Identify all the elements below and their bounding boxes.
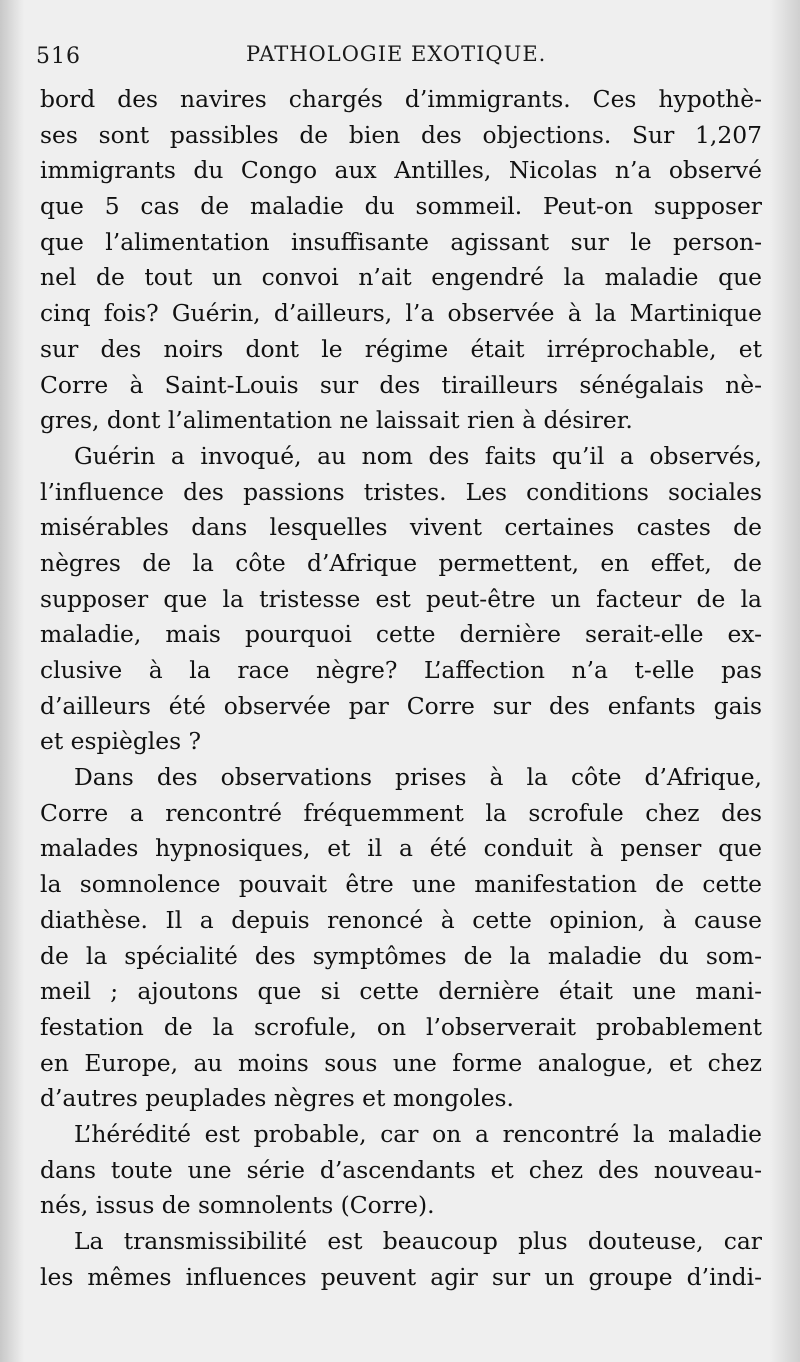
text-line: cinq fois? Guérin, d’ailleurs, l’a observée à la Martinique xyxy=(40,299,762,328)
paragraph-2 xyxy=(40,439,762,760)
text-line: Corre a rencontré fréquemment la scrofule chez des xyxy=(40,798,762,827)
text-line: d’autres peuplades nègres et mongoles. xyxy=(40,1084,514,1113)
page-header xyxy=(36,40,766,74)
text-line: L’hérédité est probable, car on a rencontré la maladie xyxy=(74,1119,762,1148)
text-line: diathèse. Il a depuis renoncé à cette opinion, à cause xyxy=(40,905,762,934)
paragraph-4 xyxy=(40,1117,762,1224)
text-line: dans toute une série d’ascendants et chez des nouveau- xyxy=(40,1155,762,1184)
text-line: Dans des observations prises à la côte d’Afrique, xyxy=(74,763,762,792)
text-line: de la spécialité des symptômes de la maladie du som- xyxy=(40,941,762,970)
text-line: gres, dont l’alimentation ne laissait rien à désirer. xyxy=(40,406,633,435)
text-line: maladie, mais pourquoi cette dernière serait-elle ex- xyxy=(40,620,762,649)
text-line: nel de tout un convoi n’ait engendré la maladie que xyxy=(40,263,762,292)
text-line: les mêmes influences peuvent agir sur un groupe d’indi- xyxy=(40,1262,762,1291)
text-line: que 5 cas de maladie du sommeil. Peut-on supposer xyxy=(40,192,762,221)
text-line: misérables dans lesquelles vivent certaines castes de xyxy=(40,513,762,542)
text-line: nés, issus de somnolents (Corre). xyxy=(40,1191,435,1220)
text-line: d’ailleurs été observée par Corre sur des enfants gais xyxy=(40,691,762,720)
text-line: La transmissibilité est beaucoup plus douteuse, car xyxy=(74,1227,762,1255)
text-line: Guérin a invoqué, au nom des faits qu’il a observés, xyxy=(74,441,762,470)
text-line: ses sont passibles de bien des objections. Sur 1,207 xyxy=(40,120,762,149)
text-line: meil ; ajoutons que si cette dernière était une mani- xyxy=(40,977,762,1006)
text-line: supposer que la tristesse est peut-être un facteur de la xyxy=(40,584,762,613)
page-shadow-left xyxy=(0,0,24,1362)
text-line: bord des navires chargés d’immigrants. Ces hypothè- xyxy=(40,85,762,113)
text-line: nègres de la côte d’Afrique permettent, en effet, de xyxy=(40,548,762,577)
paragraph-5 xyxy=(40,1224,762,1295)
text-line: que l’alimentation insuffisante agissant sur le person- xyxy=(40,227,762,256)
page-shadow-right xyxy=(770,0,800,1362)
text-line: l’influence des passions tristes. Les conditions sociales xyxy=(40,477,762,506)
text-line: festation de la scrofule, on l’observerait probablement xyxy=(40,1012,762,1041)
text-line: Corre à Saint-Louis sur des tirailleurs sénégalais nè- xyxy=(40,370,762,399)
page-number: 516 xyxy=(36,44,81,69)
paragraph-1 xyxy=(40,82,762,439)
text-line: et espiègles ? xyxy=(40,727,202,756)
text-line: clusive à la race nègre? L’affection n’a t-elle pas xyxy=(40,656,762,684)
running-title: PATHOLOGIE EXOTIQUE. xyxy=(246,42,547,66)
text-line: sur des noirs dont le régime était irréprochable, et xyxy=(40,334,762,363)
text-line: la somnolence pouvait être une manifestation de cette xyxy=(40,870,762,899)
paragraph-3 xyxy=(40,760,762,1117)
text-line: immigrants du Congo aux Antilles, Nicolas n’a observé xyxy=(40,156,762,185)
body-text xyxy=(40,82,762,1295)
text-line: malades hypnosiques, et il a été conduit à penser que xyxy=(40,834,762,863)
text-line: en Europe, au moins sous une forme analogue, et chez xyxy=(40,1048,762,1077)
